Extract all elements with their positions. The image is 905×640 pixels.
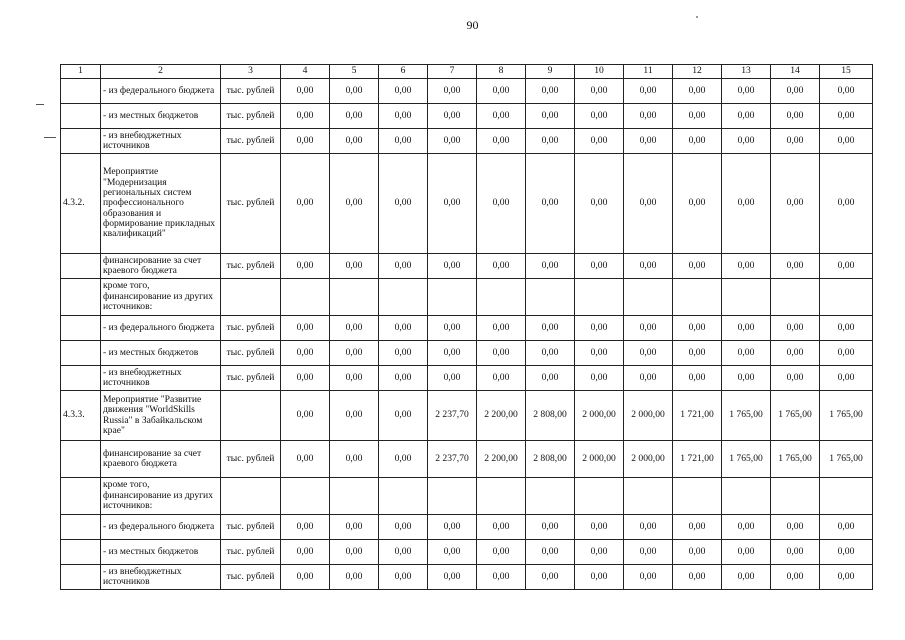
value-cell: 0,00 (673, 79, 722, 104)
value-cell: 0,00 (526, 254, 575, 279)
value-cell: 2 808,00 (526, 441, 575, 478)
value-cell: 0,00 (379, 391, 428, 441)
value-cell: 0,00 (281, 154, 330, 254)
value-cell: 0,00 (820, 104, 873, 129)
value-cell: 0,00 (575, 254, 624, 279)
scan-mark (36, 104, 44, 105)
value-cell: 0,00 (722, 341, 771, 366)
value-cell: 0,00 (477, 366, 526, 391)
value-cell (575, 279, 624, 316)
page-number: 90 (466, 18, 479, 32)
value-cell: 0,00 (722, 104, 771, 129)
value-cell (624, 279, 673, 316)
row-name-cell: - из внебюджетных источников (101, 129, 221, 154)
value-cell: 0,00 (379, 515, 428, 540)
table-row (61, 515, 873, 540)
row-number-cell: 4.3.3. (61, 391, 101, 441)
value-cell: 0,00 (330, 341, 379, 366)
row-number-cell (61, 366, 101, 391)
row-name-cell: - из внебюджетных источников (101, 366, 221, 391)
budget-table (60, 64, 873, 590)
value-cell (281, 478, 330, 515)
value-cell: 2 000,00 (575, 441, 624, 478)
value-cell: 0,00 (477, 316, 526, 341)
unit-cell: тыс. рублей (221, 441, 281, 478)
unit-cell: тыс. рублей (221, 366, 281, 391)
value-cell: 0,00 (477, 154, 526, 254)
value-cell (722, 478, 771, 515)
value-cell (771, 279, 820, 316)
row-number-cell (61, 279, 101, 316)
value-cell: 0,00 (281, 540, 330, 565)
value-cell (477, 478, 526, 515)
value-cell: 0,00 (575, 129, 624, 154)
unit-cell: тыс. рублей (221, 565, 281, 590)
value-cell (428, 478, 477, 515)
value-cell: 0,00 (477, 341, 526, 366)
value-cell: 0,00 (477, 79, 526, 104)
value-cell: 0,00 (722, 366, 771, 391)
value-cell: 0,00 (722, 79, 771, 104)
value-cell: 0,00 (379, 341, 428, 366)
value-cell: 0,00 (624, 341, 673, 366)
value-cell (820, 478, 873, 515)
column-header: 6 (379, 65, 428, 79)
value-cell: 0,00 (428, 540, 477, 565)
table-row (61, 154, 873, 254)
value-cell: 0,00 (330, 366, 379, 391)
value-cell (820, 279, 873, 316)
table-row (61, 341, 873, 366)
value-cell: 0,00 (281, 129, 330, 154)
column-header: 13 (722, 65, 771, 79)
value-cell: 0,00 (379, 254, 428, 279)
value-cell: 0,00 (330, 254, 379, 279)
value-cell: 0,00 (281, 254, 330, 279)
row-name-cell: - из местных бюджетов (101, 104, 221, 129)
row-number-cell (61, 129, 101, 154)
value-cell: 0,00 (330, 104, 379, 129)
value-cell: 0,00 (379, 316, 428, 341)
value-cell: 0,00 (771, 79, 820, 104)
value-cell (624, 478, 673, 515)
value-cell: 0,00 (379, 154, 428, 254)
value-cell: 0,00 (624, 129, 673, 154)
value-cell: 0,00 (575, 316, 624, 341)
unit-cell: тыс. рублей (221, 540, 281, 565)
scan-dot (696, 16, 698, 18)
table-row (61, 79, 873, 104)
unit-cell (221, 391, 281, 441)
row-number-cell (61, 79, 101, 104)
value-cell: 0,00 (673, 540, 722, 565)
table-row (61, 565, 873, 590)
value-cell: 2 200,00 (477, 441, 526, 478)
value-cell: 0,00 (624, 540, 673, 565)
value-cell (281, 279, 330, 316)
value-cell: 0,00 (624, 254, 673, 279)
value-cell: 0,00 (575, 565, 624, 590)
unit-cell: тыс. рублей (221, 316, 281, 341)
value-cell: 1 765,00 (820, 441, 873, 478)
unit-cell: тыс. рублей (221, 254, 281, 279)
value-cell: 0,00 (820, 254, 873, 279)
row-number-cell (61, 104, 101, 129)
table-row (61, 316, 873, 341)
value-cell: 0,00 (820, 154, 873, 254)
value-cell: 0,00 (379, 79, 428, 104)
table-row (61, 254, 873, 279)
value-cell: 0,00 (526, 79, 575, 104)
value-cell: 0,00 (722, 129, 771, 154)
value-cell: 0,00 (771, 154, 820, 254)
value-cell: 0,00 (428, 154, 477, 254)
value-cell: 0,00 (281, 441, 330, 478)
value-cell: 0,00 (330, 79, 379, 104)
value-cell: 0,00 (673, 341, 722, 366)
unit-cell: тыс. рублей (221, 104, 281, 129)
value-cell: 0,00 (330, 154, 379, 254)
value-cell: 2 808,00 (526, 391, 575, 441)
value-cell: 0,00 (428, 565, 477, 590)
value-cell: 0,00 (673, 129, 722, 154)
value-cell (428, 279, 477, 316)
value-cell: 0,00 (624, 79, 673, 104)
column-header: 4 (281, 65, 330, 79)
value-cell: 0,00 (575, 104, 624, 129)
value-cell: 0,00 (330, 540, 379, 565)
value-cell (330, 478, 379, 515)
row-number-cell: 4.3.2. (61, 154, 101, 254)
value-cell (526, 279, 575, 316)
value-cell: 0,00 (820, 515, 873, 540)
row-name-cell: Мероприятие "Развитие движения "WorldSkills Russia" в Забайкальском крае" (101, 391, 221, 441)
value-cell: 0,00 (477, 254, 526, 279)
value-cell (526, 478, 575, 515)
value-cell: 0,00 (526, 104, 575, 129)
row-name-cell: - из федерального бюджета (101, 515, 221, 540)
value-cell: 0,00 (379, 565, 428, 590)
table-row (61, 478, 873, 515)
value-cell: 0,00 (722, 316, 771, 341)
column-header: 1 (61, 65, 101, 79)
value-cell: 0,00 (820, 341, 873, 366)
value-cell: 0,00 (673, 154, 722, 254)
value-cell: 0,00 (428, 254, 477, 279)
row-name-cell: - из местных бюджетов (101, 341, 221, 366)
value-cell: 2 200,00 (477, 391, 526, 441)
value-cell: 0,00 (673, 565, 722, 590)
value-cell: 1 765,00 (820, 391, 873, 441)
value-cell: 1 721,00 (673, 391, 722, 441)
row-name-cell: Мероприятие "Модернизация региональных систем профессионального образования и формирование прикладных квалификаций" (101, 154, 221, 254)
value-cell: 0,00 (526, 515, 575, 540)
row-name-cell: - из местных бюджетов (101, 540, 221, 565)
value-cell: 0,00 (526, 316, 575, 341)
value-cell: 0,00 (526, 540, 575, 565)
table-row (61, 540, 873, 565)
value-cell: 0,00 (428, 316, 477, 341)
value-cell: 2 237,70 (428, 391, 477, 441)
value-cell: 0,00 (477, 565, 526, 590)
table-row (61, 441, 873, 478)
row-name-cell: финансирование за счет краевого бюджета (101, 254, 221, 279)
value-cell (379, 279, 428, 316)
value-cell: 0,00 (575, 540, 624, 565)
value-cell: 0,00 (820, 540, 873, 565)
value-cell: 0,00 (428, 366, 477, 391)
value-cell: 0,00 (771, 341, 820, 366)
value-cell: 0,00 (771, 540, 820, 565)
unit-cell (221, 478, 281, 515)
column-header: 15 (820, 65, 873, 79)
table-row (61, 391, 873, 441)
value-cell (673, 279, 722, 316)
column-header: 11 (624, 65, 673, 79)
value-cell: 0,00 (281, 515, 330, 540)
value-cell: 0,00 (477, 104, 526, 129)
column-header: 7 (428, 65, 477, 79)
column-header: 9 (526, 65, 575, 79)
value-cell: 0,00 (575, 154, 624, 254)
value-cell: 2 000,00 (575, 391, 624, 441)
value-cell: 0,00 (428, 129, 477, 154)
value-cell: 0,00 (673, 254, 722, 279)
value-cell: 0,00 (526, 341, 575, 366)
value-cell (330, 279, 379, 316)
value-cell: 1 765,00 (771, 391, 820, 441)
table-row (61, 129, 873, 154)
value-cell: 0,00 (379, 540, 428, 565)
row-number-cell (61, 565, 101, 590)
value-cell: 0,00 (379, 366, 428, 391)
row-name-cell: финансирование за счет краевого бюджета (101, 441, 221, 478)
column-header: 12 (673, 65, 722, 79)
value-cell: 0,00 (624, 366, 673, 391)
value-cell: 0,00 (771, 316, 820, 341)
unit-cell: тыс. рублей (221, 154, 281, 254)
row-number-cell (61, 254, 101, 279)
value-cell: 0,00 (281, 366, 330, 391)
value-cell: 0,00 (575, 515, 624, 540)
row-number-cell (61, 540, 101, 565)
value-cell: 0,00 (281, 391, 330, 441)
value-cell: 0,00 (722, 565, 771, 590)
value-cell: 0,00 (477, 515, 526, 540)
value-cell: 0,00 (624, 154, 673, 254)
row-number-cell (61, 515, 101, 540)
value-cell: 0,00 (771, 254, 820, 279)
value-cell: 0,00 (428, 79, 477, 104)
value-cell: 0,00 (722, 154, 771, 254)
table-body (61, 79, 873, 590)
column-header: 2 (101, 65, 221, 79)
value-cell: 0,00 (722, 515, 771, 540)
value-cell: 0,00 (379, 104, 428, 129)
row-name-cell: кроме того, финансирование из других источников: (101, 279, 221, 316)
value-cell: 1 765,00 (722, 441, 771, 478)
value-cell: 0,00 (624, 316, 673, 341)
value-cell: 1 721,00 (673, 441, 722, 478)
value-cell: 0,00 (624, 565, 673, 590)
value-cell: 0,00 (771, 104, 820, 129)
value-cell (379, 478, 428, 515)
column-header: 14 (771, 65, 820, 79)
table-row (61, 366, 873, 391)
value-cell: 0,00 (575, 341, 624, 366)
scan-mark (44, 137, 56, 138)
unit-cell: тыс. рублей (221, 341, 281, 366)
value-cell: 0,00 (330, 391, 379, 441)
row-number-cell (61, 441, 101, 478)
value-cell: 0,00 (722, 540, 771, 565)
value-cell: 0,00 (624, 515, 673, 540)
value-cell: 1 765,00 (771, 441, 820, 478)
value-cell (477, 279, 526, 316)
table-row (61, 104, 873, 129)
value-cell: 0,00 (281, 104, 330, 129)
unit-cell: тыс. рублей (221, 515, 281, 540)
value-cell: 0,00 (477, 129, 526, 154)
value-cell: 0,00 (673, 366, 722, 391)
value-cell: 0,00 (624, 104, 673, 129)
value-cell: 0,00 (281, 341, 330, 366)
value-cell: 0,00 (379, 129, 428, 154)
value-cell: 2 000,00 (624, 391, 673, 441)
value-cell: 0,00 (820, 565, 873, 590)
value-cell: 0,00 (330, 565, 379, 590)
value-cell: 0,00 (526, 366, 575, 391)
row-name-cell: кроме того, финансирование из других источников: (101, 478, 221, 515)
value-cell: 0,00 (820, 129, 873, 154)
unit-cell (221, 279, 281, 316)
row-name-cell: - из федерального бюджета (101, 79, 221, 104)
value-cell: 0,00 (428, 341, 477, 366)
table-row (61, 279, 873, 316)
unit-cell: тыс. рублей (221, 79, 281, 104)
column-header: 3 (221, 65, 281, 79)
value-cell: 0,00 (281, 79, 330, 104)
value-cell: 2 237,70 (428, 441, 477, 478)
unit-cell: тыс. рублей (221, 129, 281, 154)
column-header: 5 (330, 65, 379, 79)
value-cell (771, 478, 820, 515)
value-cell: 0,00 (281, 565, 330, 590)
value-cell: 0,00 (820, 316, 873, 341)
value-cell: 0,00 (771, 366, 820, 391)
value-cell: 0,00 (428, 515, 477, 540)
value-cell: 1 765,00 (722, 391, 771, 441)
column-header: 10 (575, 65, 624, 79)
value-cell: 0,00 (330, 515, 379, 540)
value-cell: 0,00 (771, 129, 820, 154)
value-cell: 0,00 (820, 366, 873, 391)
value-cell: 0,00 (673, 316, 722, 341)
value-cell: 0,00 (722, 254, 771, 279)
value-cell: 0,00 (820, 79, 873, 104)
value-cell: 0,00 (428, 104, 477, 129)
value-cell: 0,00 (281, 316, 330, 341)
value-cell: 0,00 (673, 515, 722, 540)
value-cell: 0,00 (771, 565, 820, 590)
value-cell (575, 478, 624, 515)
value-cell: 0,00 (330, 441, 379, 478)
row-name-cell: - из федерального бюджета (101, 316, 221, 341)
row-number-cell (61, 478, 101, 515)
row-number-cell (61, 316, 101, 341)
row-name-cell: - из внебюджетных источников (101, 565, 221, 590)
value-cell: 0,00 (526, 565, 575, 590)
value-cell: 0,00 (330, 316, 379, 341)
value-cell: 0,00 (379, 441, 428, 478)
value-cell (722, 279, 771, 316)
value-cell: 0,00 (526, 129, 575, 154)
value-cell: 0,00 (575, 366, 624, 391)
value-cell: 2 000,00 (624, 441, 673, 478)
column-header: 8 (477, 65, 526, 79)
row-number-cell (61, 341, 101, 366)
value-cell: 0,00 (575, 79, 624, 104)
value-cell: 0,00 (673, 104, 722, 129)
value-cell: 0,00 (330, 129, 379, 154)
value-cell: 0,00 (526, 154, 575, 254)
value-cell: 0,00 (477, 540, 526, 565)
value-cell: 0,00 (771, 515, 820, 540)
header-row (61, 65, 873, 79)
value-cell (673, 478, 722, 515)
